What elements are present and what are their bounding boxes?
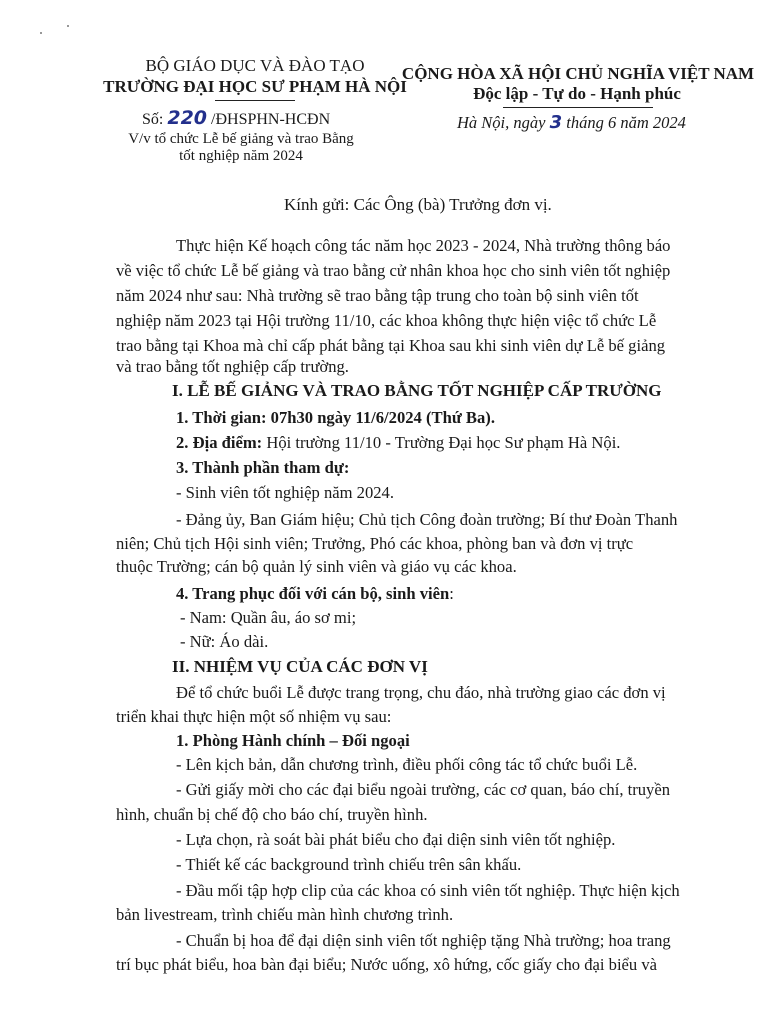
intro-line: nghiệp năm 2023 tại Hội trường 11/10, các khoa không thực hiện việc tổ chức Lễ <box>116 311 657 330</box>
number-label: Số: <box>142 111 164 128</box>
section-2-intro-continued: triển khai thực hiện một số nhiệm vụ sau: <box>116 707 392 726</box>
dress-colon: : <box>449 584 454 603</box>
unit-1-title: 1. Phòng Hành chính – Đối ngoại <box>176 731 410 750</box>
intro-line: và trao bằng tốt nghiệp cấp trường. <box>116 357 349 376</box>
ministry-name: BỘ GIÁO DỤC VÀ ĐÀO TẠO <box>145 56 365 75</box>
section-2-heading: II. NHIỆM VỤ CỦA CÁC ĐƠN VỊ <box>172 657 428 676</box>
intro-line: năm 2024 như sau: Nhà trường sẽ trao bằng tập trung cho toàn bộ sinh viên tốt <box>116 286 639 305</box>
handwritten-day: 3 <box>549 112 563 133</box>
school-name: TRƯỜNG ĐẠI HỌC SƯ PHẠM HÀ NỘI <box>103 77 407 96</box>
attendees-heading: 3. Thành phần tham dự: <box>176 458 350 477</box>
intro-line: trao bằng tại Khoa mà chỉ cấp phát bằng tại Khoa sau khi sinh viên dự Lễ bế giảng <box>116 336 666 355</box>
date-suffix: tháng 6 năm 2024 <box>566 113 686 132</box>
motto-underline <box>503 107 653 108</box>
school-underline <box>215 100 295 101</box>
subject-line-1: V/v tổ chức Lễ bế giảng và trao Bằng <box>128 131 354 147</box>
handwritten-number: 220 <box>167 107 208 129</box>
attendee-item-continued: thuộc Trường; cán bộ quản lý sinh viên và giáo vụ các khoa. <box>116 557 517 576</box>
task-item: - Thiết kế các background trình chiếu trên sân khấu. <box>176 855 522 874</box>
attendee-item-continued: niên; Chủ tịch Hội sinh viên; Trưởng, Phó các khoa, phòng ban và đơn vị trực <box>116 534 634 553</box>
task-item: - Lên kịch bản, dẫn chương trình, điều phối công tác tổ chức buổi Lễ. <box>176 755 638 774</box>
task-item-continued: hình, chuẩn bị chế độ cho báo chí, truyền hình. <box>116 805 428 824</box>
task-item: - Đầu mối tập hợp clip của các khoa có sinh viên tốt nghiệp. Thực hiện kịch <box>176 881 680 900</box>
dress-male: - Nam: Quần âu, áo sơ mi; <box>180 608 357 627</box>
place-label: 2. Địa điểm: <box>176 433 263 452</box>
task-item: - Chuẩn bị hoa để đại diện sinh viên tốt nghiệp tặng Nhà trường; hoa trang <box>176 931 671 950</box>
event-place <box>176 433 620 453</box>
section-1-heading: I. LỄ BẾ GIẢNG VÀ TRAO BẰNG TỐT NGHIỆP CẤP TRƯỜNG <box>172 381 662 400</box>
date-prefix: Hà Nội, ngày <box>457 113 546 132</box>
section-2-intro: Để tổ chức buổi Lễ được trang trọng, chu đáo, nhà trường giao các đơn vị <box>176 683 666 702</box>
number-suffix: /ĐHSPHN-HCĐN <box>211 111 331 128</box>
scan-speck <box>67 25 69 27</box>
issue-date <box>457 112 686 134</box>
task-item: - Gửi giấy mời cho các đại biểu ngoài trường, các cơ quan, báo chí, truyền <box>176 780 671 799</box>
dress-label: 4. Trang phục đối với cán bộ, sinh viên <box>176 584 450 603</box>
task-item-continued: bản livestream, trình chiếu màn hình chương trình. <box>116 905 454 924</box>
recipient-line: Kính gửi: Các Ông (bà) Trưởng đơn vị. <box>284 195 552 214</box>
task-item-continued: trí bục phát biểu, hoa bàn đại biểu; Nước uống, xô hứng, cốc giấy cho đại biểu và <box>116 955 658 974</box>
intro-line: về việc tổ chức Lễ bế giảng và trao bằng cử nhân khoa học cho sinh viên tốt nghiệp <box>116 261 671 280</box>
place-value: Hội trường 11/10 - Trường Đại học Sư phạm Hà Nội. <box>266 433 621 452</box>
dress-code-heading <box>176 584 454 604</box>
event-time: 1. Thời gian: 07h30 ngày 11/6/2024 (Thứ Ba). <box>176 408 495 427</box>
dress-female: - Nữ: Áo dài. <box>180 632 269 651</box>
intro-line: Thực hiện Kế hoạch công tác năm học 2023 - 2024, Nhà trường thông báo <box>176 236 671 255</box>
national-motto: Độc lập - Tự do - Hạnh phúc <box>473 84 681 103</box>
attendee-item: - Sinh viên tốt nghiệp năm 2024. <box>176 483 395 502</box>
subject-line-2: tốt nghiệp năm 2024 <box>179 148 303 164</box>
republic-name: CỘNG HÒA XÃ HỘI CHỦ NGHĨA VIỆT NAM <box>401 64 755 83</box>
document-number <box>142 107 330 131</box>
task-item: - Lựa chọn, rà soát bài phát biểu cho đại diện sinh viên tốt nghiệp. <box>176 830 616 849</box>
attendee-item: - Đảng ủy, Ban Giám hiệu; Chủ tịch Công đoàn trường; Bí thư Đoàn Thanh <box>176 510 678 529</box>
scan-speck <box>40 32 42 34</box>
